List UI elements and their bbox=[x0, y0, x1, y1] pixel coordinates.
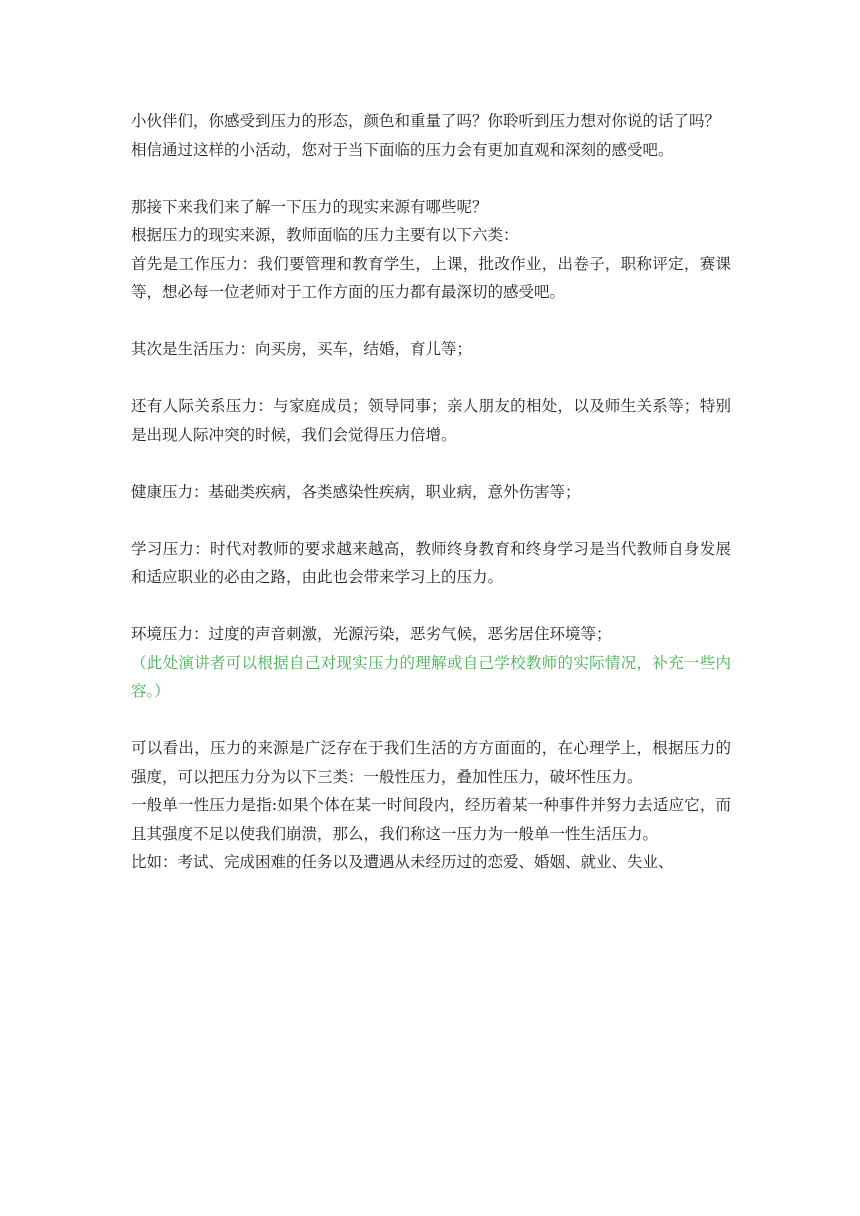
document-body bbox=[131, 107, 731, 877]
paragraph-six-categories: 根据压力的现实来源，教师面临的压力主要有以下六类： bbox=[131, 226, 519, 244]
paragraph-examples: 比如：考试、完成困难的任务以及遭遇从未经历过的恋爱、婚姻、就业、失业、 bbox=[131, 853, 674, 871]
blank-line bbox=[131, 592, 731, 621]
paragraph-study-pressure: 学习压力：时代对教师的要求越来越高，教师终身教育和终身学习是当代教师自身发展和适应职业的必由之路，由此也会带来学习上的压力。 bbox=[131, 539, 731, 586]
paragraph-pressure-types: 可以看出，压力的来源是广泛存在于我们生活的方方面面的，在心理学上，根据压力的强度，可以把压力分为以下三类：一般性压力，叠加性压力，破坏性压力。 bbox=[131, 739, 731, 786]
paragraph-life-pressure: 其次是生活压力：向买房，买车，结婚，育儿等； bbox=[131, 340, 473, 358]
paragraph-single-pressure-definition: 一般单一性压力是指:如果个体在某一时间段内，经历着某一种事件并努力去适应它，而且其强度不足以使我们崩溃，那么，我们称这一压力为一般单一性生活压力。 bbox=[131, 796, 731, 843]
blank-line bbox=[131, 307, 731, 336]
blank-line bbox=[131, 449, 731, 478]
speaker-note: （此处演讲者可以根据自己对现实压力的理解或自己学校教师的实际情况，补充一些内容。） bbox=[131, 653, 731, 700]
blank-line bbox=[131, 506, 731, 535]
paragraph-intro-question: 小伙伴们，你感受到压力的形态，颜色和重量了吗？你聆听到压力想对你说的话了吗？ bbox=[131, 112, 721, 130]
blank-line bbox=[131, 164, 731, 193]
paragraph-sources-question: 那接下来我们来了解一下压力的现实来源有哪些呢？ bbox=[131, 197, 488, 216]
blank-line bbox=[131, 706, 731, 735]
paragraph-environment-pressure: 环境压力：过度的声音刺激，光源污染，恶劣气候，恶劣居住环境等； bbox=[131, 625, 612, 643]
paragraph-health-pressure: 健康压力：基础类疾病，各类感染性疾病，职业病，意外伤害等； bbox=[131, 482, 581, 501]
paragraph-work-pressure: 首先是工作压力：我们要管理和教育学生，上课，批改作业，出卷子，职称评定，赛课等，想必每一位老师对于工作方面的压力都有最深切的感受吧。 bbox=[131, 254, 731, 301]
paragraph-relationship-pressure: 还有人际关系压力：与家庭成员；领导同事；亲人朋友的相处，以及师生关系等；特别是出现人际冲突的时候，我们会觉得压力倍增。 bbox=[131, 397, 731, 444]
paragraph-activity-feeling: 相信通过这样的小活动，您对于当下面临的压力会有更加直观和深刻的感受吧。 bbox=[131, 140, 674, 159]
blank-line bbox=[131, 364, 731, 393]
